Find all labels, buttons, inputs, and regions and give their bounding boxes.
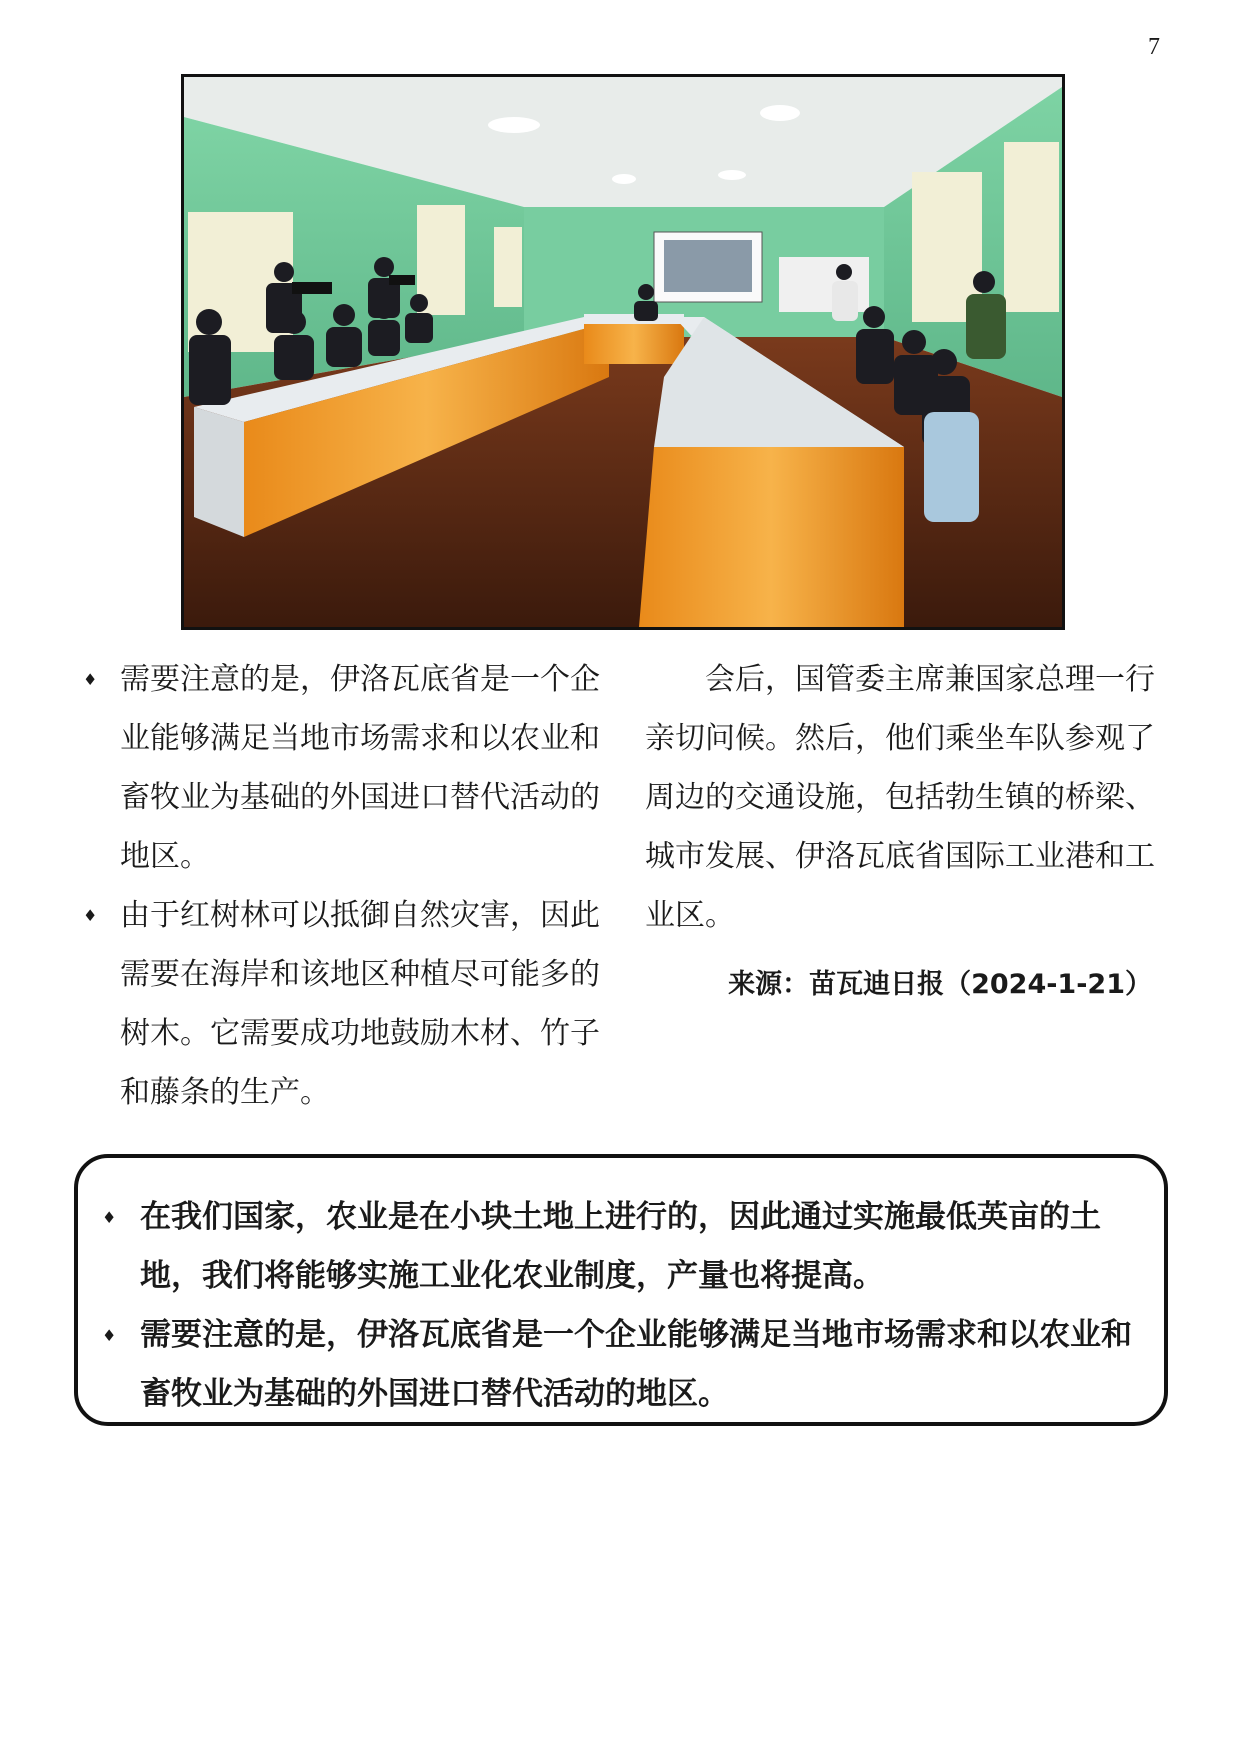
body-paragraph: 会后，国管委主席兼国家总理一行亲切问候。然后，他们乘坐车队参观了周边的交通设施，包括勃生镇的桥梁、城市发展、伊洛瓦底省国际工业港和工业区。 xyxy=(645,662,1155,933)
bullet-text: 在我们国家，农业是在小块土地上进行的，因此通过实施最低英亩的土地，我们将能够实施工业化农业制度，产量也将提高。 xyxy=(140,1199,1101,1294)
list-item xyxy=(98,1188,1134,1306)
bullet-icon: ♦ xyxy=(83,670,98,689)
list-item xyxy=(80,886,620,1122)
meeting-room-photo xyxy=(181,74,1065,630)
source-citation: 来源：苗瓦迪日报（2024-1-21） xyxy=(728,969,1152,1000)
bullet-text: 需要注意的是，伊洛瓦底省是一个企业能够满足当地市场需求和以农业和畜牧业为基础的外国进口替代活动的地区。 xyxy=(120,662,600,874)
bullet-text: 由于红树林可以抵御自然灾害，因此需要在海岸和该地区种植尽可能多的树木。它需要成功地鼓励木材、竹子和藤条的生产。 xyxy=(120,898,600,1110)
list-item xyxy=(80,650,620,886)
page-number: 7 xyxy=(1148,34,1160,60)
list-item xyxy=(98,1306,1134,1424)
bullet-text: 需要注意的是，伊洛瓦底省是一个企业能够满足当地市场需求和以农业和畜牧业为基础的外国进口替代活动的地区。 xyxy=(140,1317,1132,1412)
bullet-icon: ♦ xyxy=(83,906,98,925)
left-column xyxy=(80,650,620,1122)
bullet-icon: ♦ xyxy=(102,1326,117,1345)
summary-callout-box xyxy=(74,1154,1168,1426)
bullet-icon: ♦ xyxy=(102,1208,117,1227)
right-column xyxy=(645,650,1170,1014)
